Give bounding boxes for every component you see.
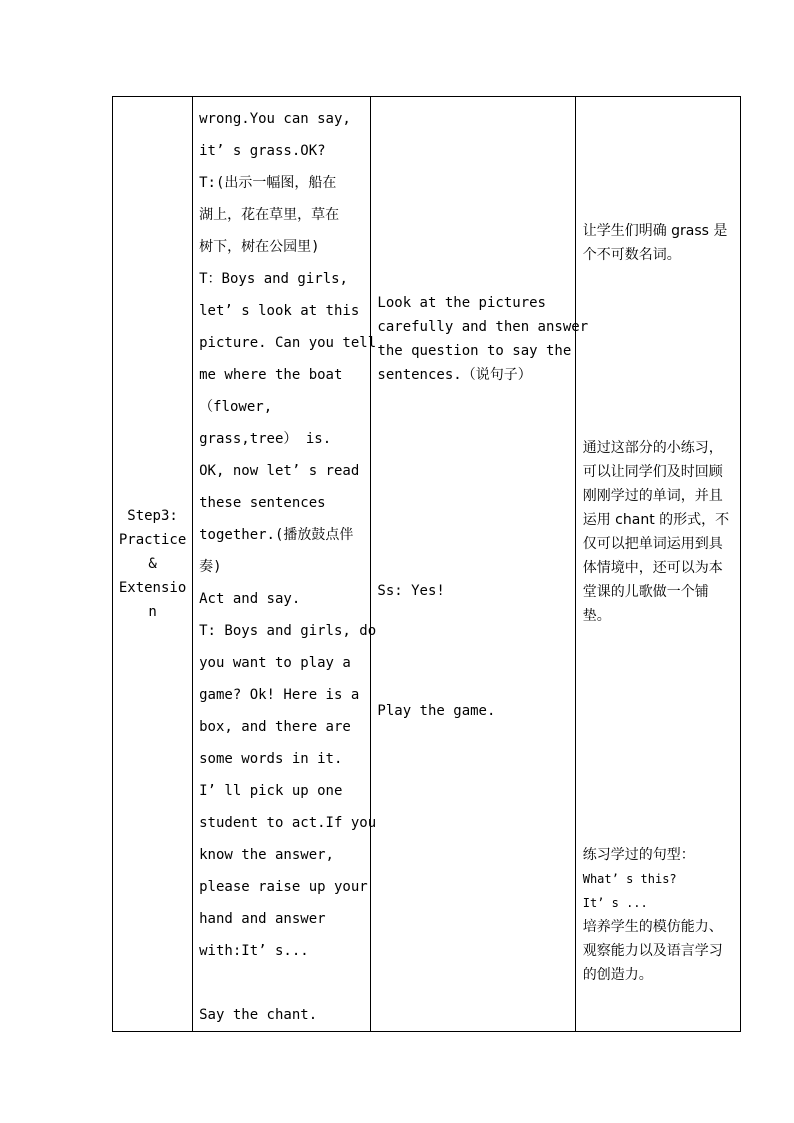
teacher-line: OK, now let’ s read bbox=[199, 463, 360, 479]
student-line: sentences.（说句子） bbox=[377, 367, 532, 383]
purpose-line: 垫。 bbox=[582, 608, 611, 624]
purpose-block bbox=[583, 843, 732, 987]
purpose-line: 可以让同学们及时回顾 bbox=[582, 464, 723, 480]
teacher-line: 湖上，花在草里，草在 bbox=[199, 207, 340, 223]
teacher-line: with:It’ s... bbox=[199, 943, 309, 959]
purpose-line: 观察能力以及语言学习 bbox=[582, 943, 723, 959]
purpose-line: 的创造力。 bbox=[582, 967, 653, 983]
teacher-line: Act and say. bbox=[199, 591, 301, 607]
teacher-activity-cell bbox=[193, 97, 377, 1032]
teacher-line: me where the boat bbox=[199, 367, 343, 383]
teacher-line: T: Boys and girls, do bbox=[199, 623, 377, 639]
purpose-line: 培养学生的模仿能力、 bbox=[582, 919, 723, 935]
purpose-line: 让学生们明确 grass 是 bbox=[582, 223, 728, 239]
teacher-line: wrong.You can say, bbox=[199, 111, 351, 127]
student-response-block bbox=[377, 579, 570, 603]
teacher-line: grass,tree） is. bbox=[199, 431, 332, 447]
teacher-line: I’ ll pick up one bbox=[199, 783, 343, 799]
purpose-line: 刚刚学过的单词，并且 bbox=[582, 488, 723, 504]
teacher-line: 奏) bbox=[199, 559, 222, 575]
purpose-line: 个不可数名词。 bbox=[582, 247, 681, 263]
teacher-line: Say the chant. bbox=[199, 1007, 318, 1023]
purpose-line: 堂课的儿歌做一个铺 bbox=[582, 584, 709, 600]
purpose-line: 体情境中，还可以为本 bbox=[582, 560, 723, 576]
blank-line bbox=[199, 967, 366, 999]
teacher-line: game? Ok! Here is a bbox=[199, 687, 360, 703]
step-cell bbox=[113, 97, 193, 1032]
student-response-block bbox=[377, 699, 570, 723]
teacher-line: it’ s grass.OK? bbox=[199, 143, 326, 159]
design-purpose-cell bbox=[575, 97, 740, 1032]
teacher-line: hand and answer bbox=[199, 911, 326, 927]
teacher-line: together.(播放鼓点伴 bbox=[199, 527, 354, 543]
step-line: Extensio bbox=[118, 580, 187, 596]
purpose-line: What’ s this? bbox=[582, 872, 677, 886]
teacher-line: T:(出示一幅图，船在 bbox=[199, 175, 337, 191]
teacher-line: you want to play a bbox=[199, 655, 351, 671]
table-row bbox=[113, 97, 741, 1032]
student-line: the question to say the bbox=[377, 343, 572, 359]
teacher-line: （flower, bbox=[199, 399, 273, 415]
purpose-block bbox=[583, 436, 732, 628]
lesson-plan-table bbox=[112, 96, 741, 1032]
teacher-line: 树下，树在公园里) bbox=[199, 239, 320, 255]
step-line: & bbox=[148, 556, 157, 572]
purpose-block bbox=[583, 219, 732, 267]
teacher-line: picture. Can you tell bbox=[199, 335, 377, 351]
student-response-block bbox=[377, 291, 589, 387]
purpose-line: 运用 chant 的形式，不 bbox=[582, 512, 730, 528]
step-line: Practice bbox=[118, 532, 187, 548]
purpose-line: It’ s ... bbox=[582, 896, 648, 910]
teacher-line: box, and there are bbox=[199, 719, 351, 735]
teacher-line: T：Boys and girls, bbox=[199, 271, 348, 287]
student-activity-cell bbox=[371, 97, 589, 1032]
purpose-line: 练习学过的句型： bbox=[582, 847, 695, 863]
teacher-line: know the answer, bbox=[199, 847, 334, 863]
purpose-line: 通过这部分的小练习， bbox=[582, 440, 723, 456]
student-line: Look at the pictures bbox=[377, 295, 546, 311]
teacher-line: let’ s look at this bbox=[199, 303, 360, 319]
teacher-line: student to act.If you bbox=[199, 815, 377, 831]
student-line: carefully and then answer bbox=[377, 319, 589, 335]
step-line: Step3: bbox=[127, 508, 178, 524]
teacher-line: please raise up your bbox=[199, 879, 368, 895]
teacher-line: these sentences bbox=[199, 495, 326, 511]
step-line: n bbox=[148, 604, 157, 620]
purpose-line: 仅可以把单词运用到具 bbox=[582, 536, 723, 552]
teacher-line: some words in it. bbox=[199, 751, 343, 767]
student-line: Play the game. bbox=[377, 703, 496, 719]
student-line: Ss: Yes! bbox=[377, 583, 445, 599]
